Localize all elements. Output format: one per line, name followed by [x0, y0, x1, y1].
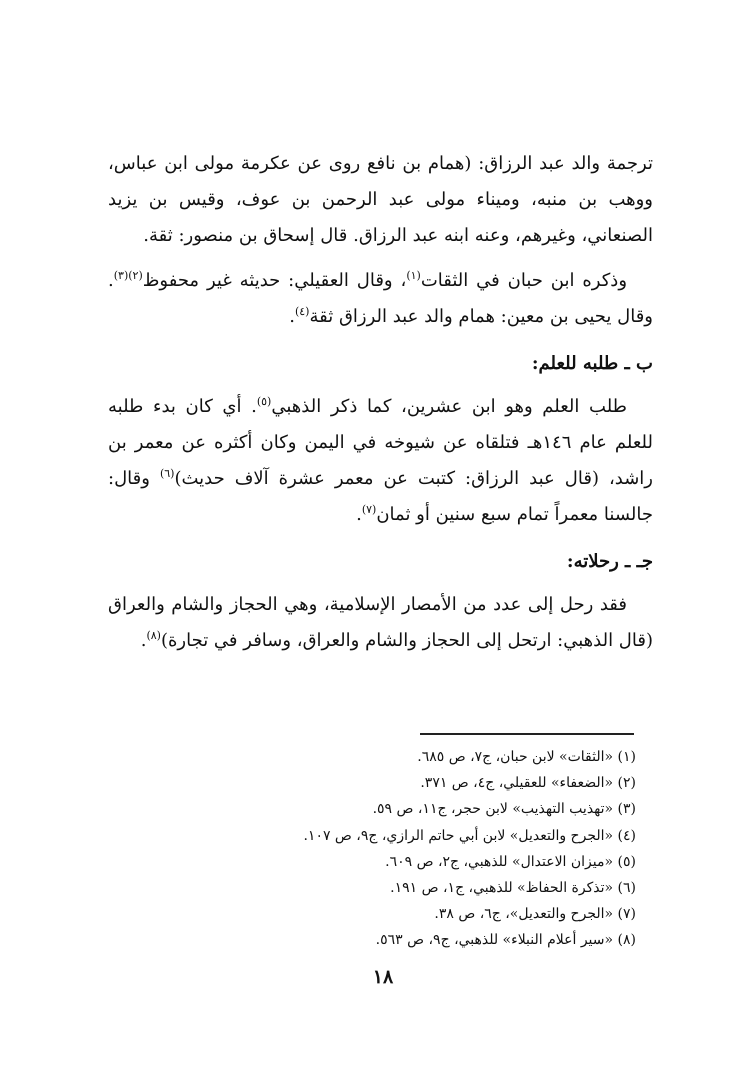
paragraph — [108, 389, 653, 533]
paragraph-text: ، وقال العقيلي: حديثه غير محفوظ — [142, 270, 407, 291]
footnote-ref: (١) — [406, 269, 421, 282]
footnote-item: (٢) «الضعفاء» للعقيلي، ج٤، ص ٣٧١. — [420, 775, 636, 792]
footnote-item: (٦) «تذكرة الحفاظ» للذهبي، ج١، ص ١٩١. — [390, 880, 636, 897]
footnote-item: (٣) «تهذيب التهذيب» لابن حجر، ج١١، ص ٥٩. — [372, 801, 636, 818]
page-number: ١٨ — [372, 966, 394, 988]
footnotes-list — [200, 744, 636, 954]
footnote-item: (٥) «ميزان الاعتدال» للذهبي، ج٢، ص ٦٠٩. — [385, 853, 636, 870]
paragraph-text: . وقال يحيى بن معين: همام والد عبد الرزاق ثقة — [108, 270, 653, 327]
paragraph-text: ترجمة والد عبد الرزاق: (همام بن نافع روى عن عكرمة مولى ابن عباس، ووهب بن منبه، وميناء مولى عبد الرحمن بن عوف، وقيس بن يزيد الصنعاني، وغيرهم، وعنه ابنه عبد الرزاق. قال إسحاق بن منصور: ثقة. — [108, 153, 653, 246]
paragraph-text: . — [356, 504, 362, 525]
paragraph — [108, 263, 653, 335]
paragraph — [108, 146, 653, 254]
footnote-item: (٨) «سير أعلام النبلاء» للذهبي، ج٩، ص ٥٦٣. — [375, 932, 636, 949]
paragraph-text: وقال: جالسنا معمراً تمام سبع سنين أو ثمان — [108, 468, 653, 525]
paragraph-text: وذكره ابن حبان في الثقات — [420, 270, 628, 291]
footnote-ref: (٣) — [113, 269, 129, 282]
footnote-separator — [420, 733, 634, 735]
footnote-item: (٧) «الجرح والتعديل»، ج٦، ص ٣٨. — [434, 906, 636, 923]
paragraph-text: . — [289, 306, 295, 327]
footnote-item: (١) «الثقات» لابن حبان، ج٧، ص ٦٨٥. — [417, 749, 636, 765]
section-heading-b: ب ـ طلبه للعلم: — [531, 353, 653, 374]
paragraph-text: فقد رحل إلى عدد من الأمصار الإسلامية، وهي الحجاز والشام والعراق (قال الذهبي: ارتحل إلى الحجاز والشام والعراق، وسافر في تجارة) — [108, 594, 653, 651]
paragraph-text: . — [140, 630, 147, 651]
section-c — [108, 587, 653, 659]
footnote-ref: (٦) — [159, 467, 175, 480]
footnote-ref: (٤) — [294, 305, 310, 318]
paragraph-text: طلب العلم وهو ابن عشرين، كما ذكر الذهبي — [271, 396, 627, 417]
footnote-ref: (٥) — [256, 395, 272, 408]
paragraph-text: . أي كان بدء طلبه للعلم عام ١٤٦هـ فتلقاه عن شيوخه في اليمن وكان أكثره عن معمر بن راشد، (قال عبد الرزاق: كتبت عن معمر عشرة آلاف حديث) — [108, 396, 654, 489]
paragraph — [108, 587, 653, 659]
footnote-ref: (٧) — [361, 503, 377, 516]
main-text — [108, 146, 653, 659]
section-heading-c: جـ ـ رحلاته: — [566, 551, 653, 572]
footnote-item: (٤) «الجرح والتعديل» لابن أبي حاتم الرازي، ج٩، ص ١٠٧. — [303, 827, 636, 844]
footnote-ref: (٨) — [146, 629, 161, 642]
section-b — [108, 389, 653, 533]
section-a — [108, 146, 653, 335]
footnote-ref: (٢) — [128, 269, 143, 282]
